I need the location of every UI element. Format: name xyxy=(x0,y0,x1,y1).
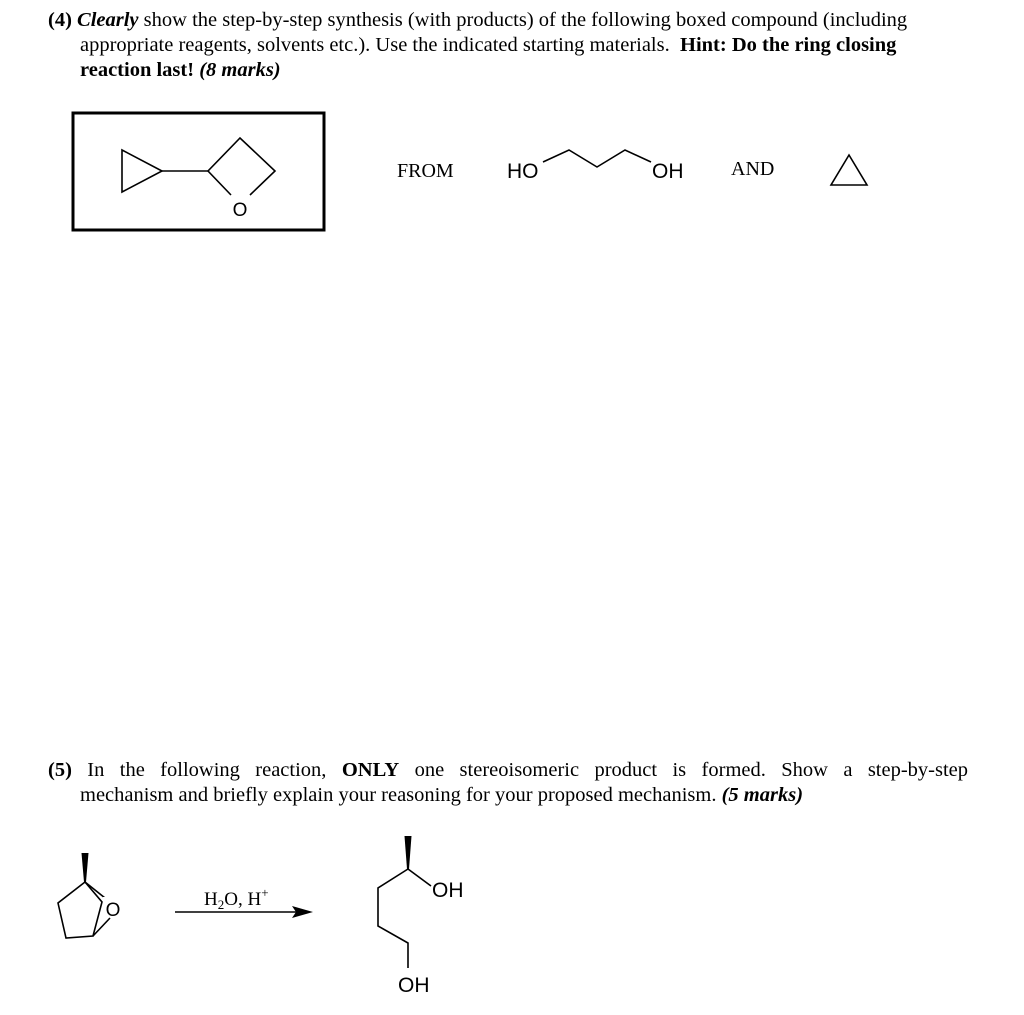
reagent-h: H xyxy=(204,889,218,910)
and-label: AND xyxy=(731,158,775,180)
question-5-marks: (5 marks) xyxy=(721,784,804,806)
product-c-oh-bond xyxy=(408,869,431,886)
question-4-hint-end: reaction last! xyxy=(80,59,195,81)
question-4-text-1: show the step-by-step synthesis (with products) of the following boxed compound (including xyxy=(143,9,908,31)
product-wedge-methyl xyxy=(405,836,412,869)
sm-wedge-methyl xyxy=(82,853,89,882)
product-oh-bottom: OH xyxy=(398,974,430,997)
question-4-marks: (8 marks) xyxy=(199,59,281,81)
question-5-only: ONLY xyxy=(341,759,400,781)
question-5-text-1a: In the following reaction, xyxy=(87,759,327,781)
diol-oh-label: OH xyxy=(652,160,684,183)
product-chain xyxy=(378,869,408,968)
question-5-text-1b: one stereoisomeric product is formed. Show a step-by-step xyxy=(414,759,969,781)
question-4-emphasis: Clearly xyxy=(77,9,139,31)
question-5-number: (5) xyxy=(48,759,72,781)
reagent-rest: O, H xyxy=(224,889,262,910)
question-4-text-2: appropriate reagents, solvents etc.). Use the indicated starting materials. xyxy=(80,34,670,56)
reagent-sub: 2 xyxy=(217,897,225,912)
reagent-label xyxy=(204,885,269,912)
sm-ring-o-bond xyxy=(85,882,105,898)
diol-ho-label: HO xyxy=(507,160,539,183)
sm-oxygen-label: O xyxy=(105,900,121,921)
question-4-number: (4) xyxy=(48,9,72,31)
product-oh-top: OH xyxy=(432,879,464,902)
question-4-hint: Hint: Do the ring closing xyxy=(680,34,897,56)
reagent-sup: + xyxy=(261,885,269,900)
question-5-text-2: mechanism and briefly explain your reasoning for your proposed mechanism. xyxy=(80,784,717,806)
target-oxygen-label: O xyxy=(232,200,248,221)
from-label: FROM xyxy=(397,160,454,182)
